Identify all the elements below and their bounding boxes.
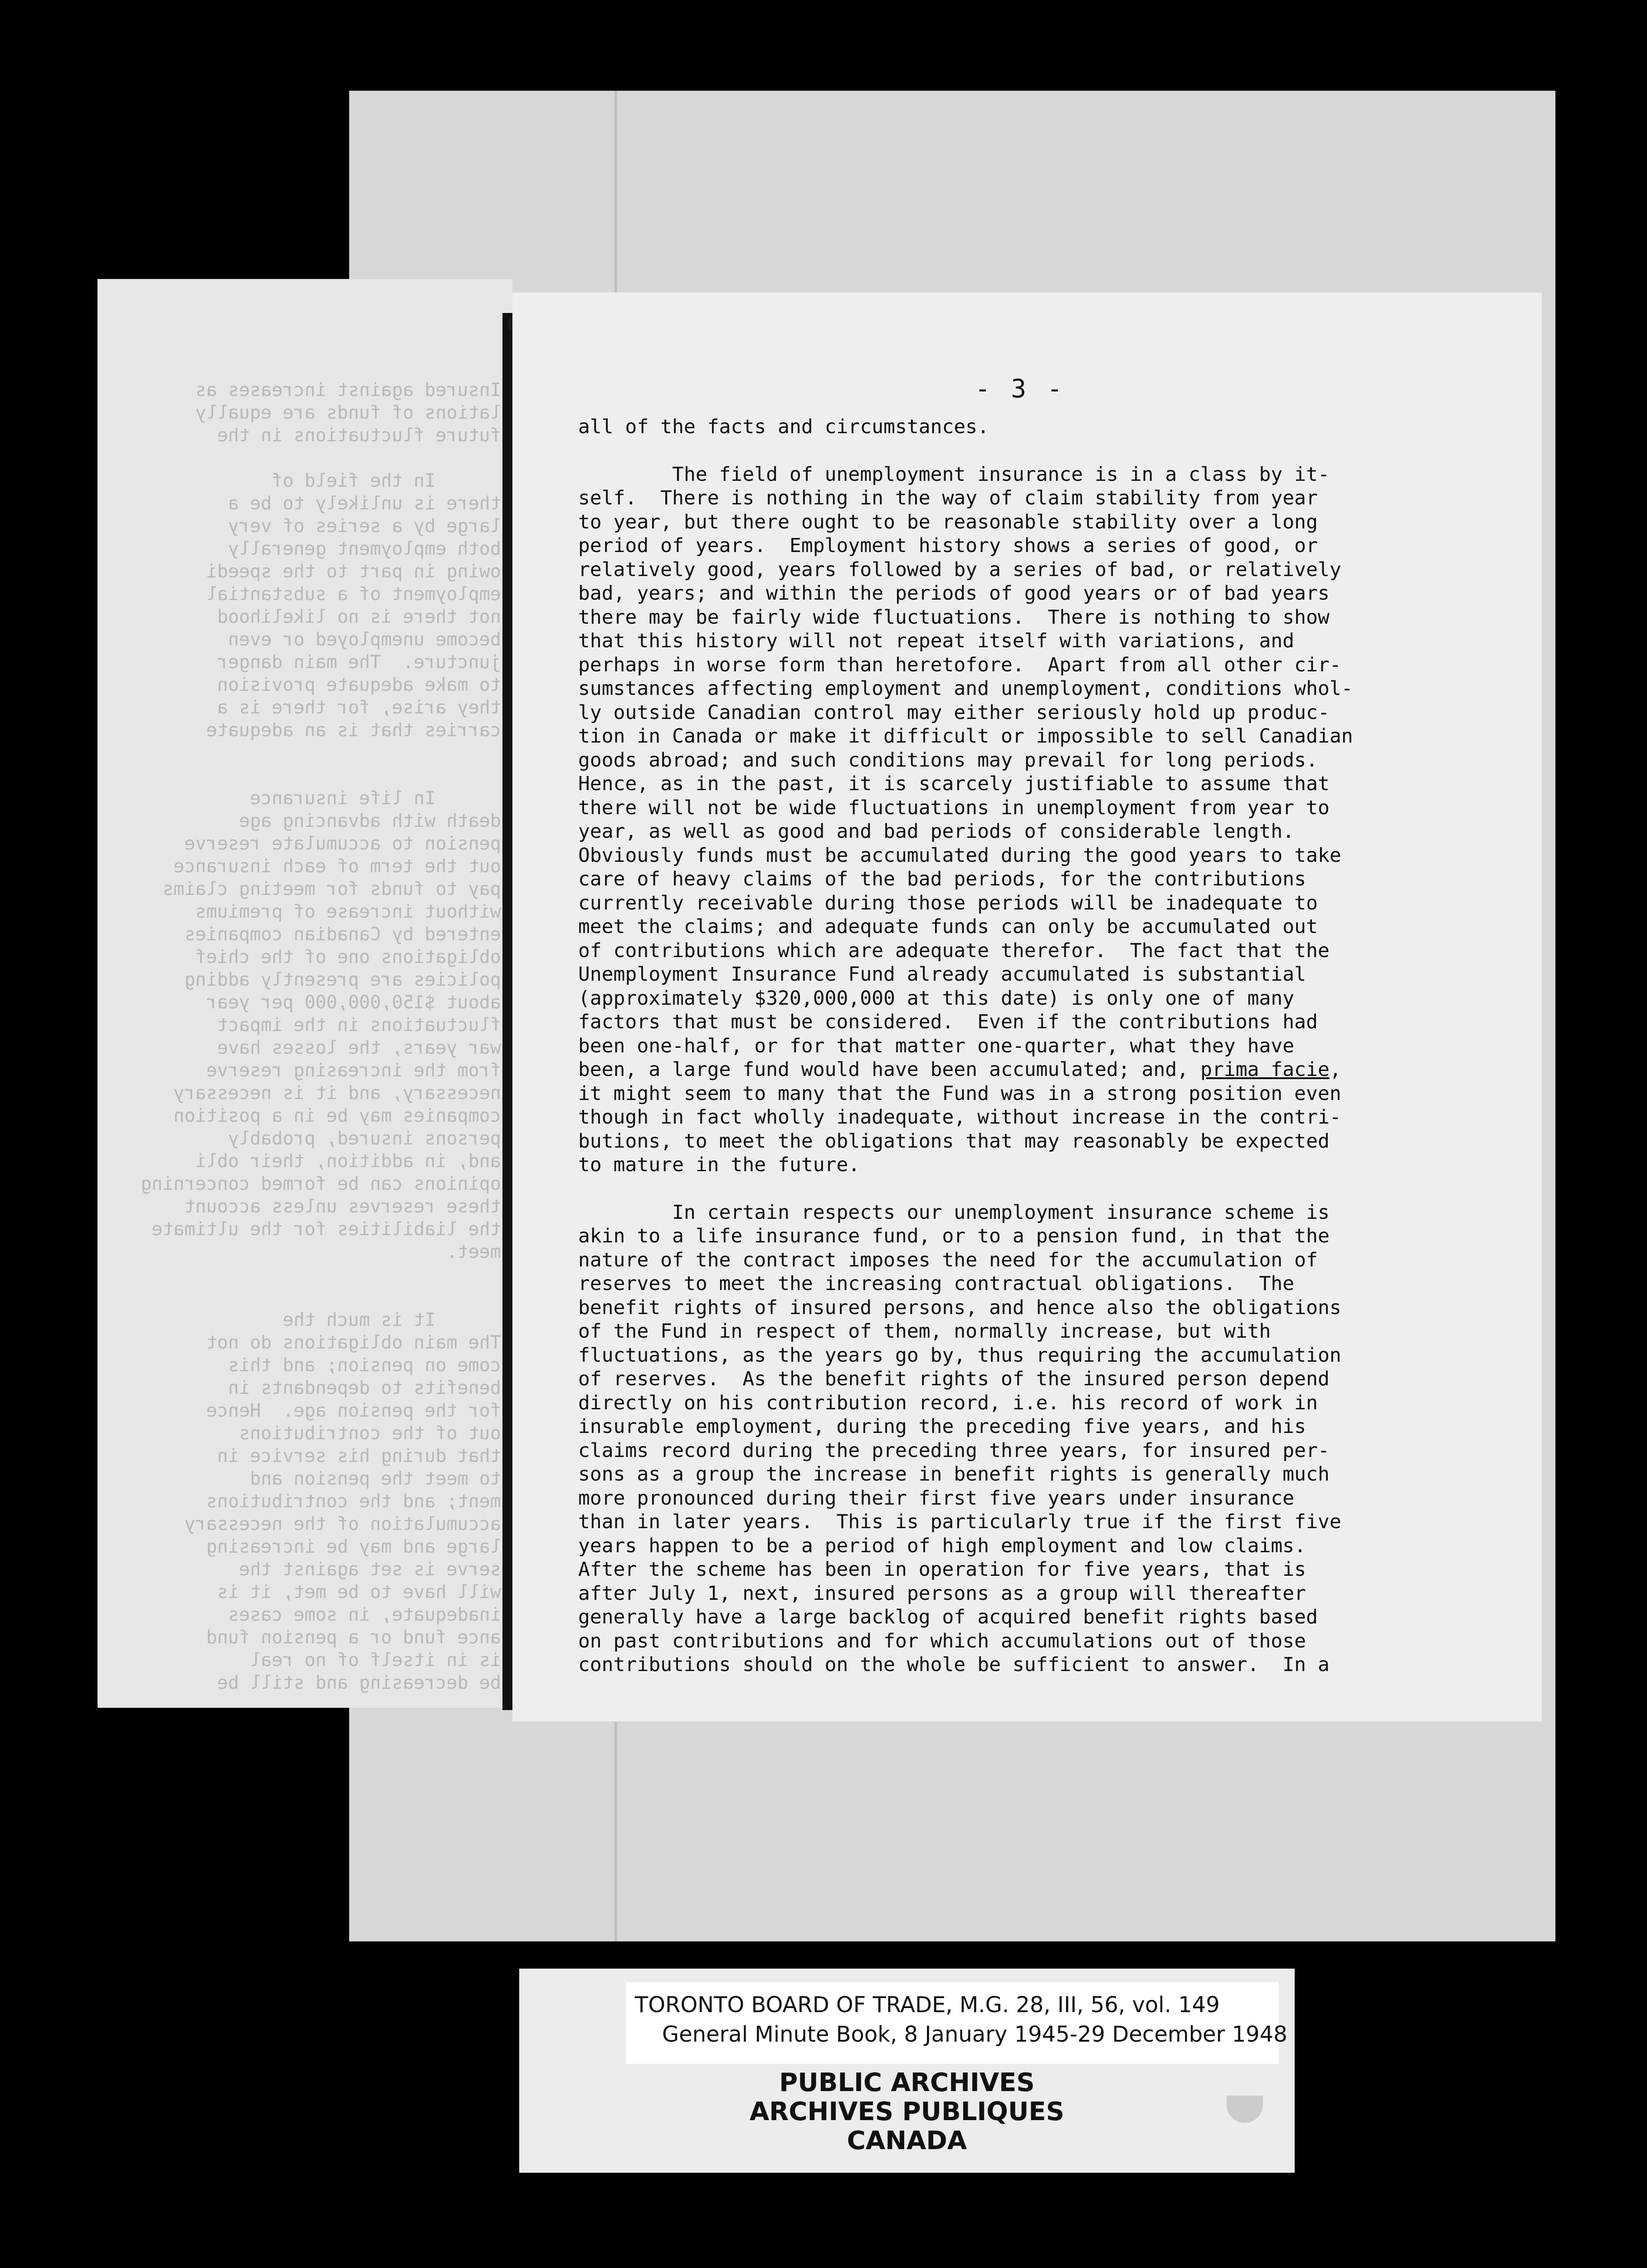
text-line: of the Fund in respect of them, normally increase, but with — [578, 1320, 1271, 1343]
archive-stamp-line: CANADA — [847, 2126, 967, 2156]
archive-stamp-line: PUBLIC ARCHIVES — [779, 2068, 1035, 2097]
text-line: akin to a life insurance fund, or to a pension fund, in that the — [578, 1225, 1330, 1247]
text-line: been one-half, or for that matter one-quarter, what they have — [578, 1034, 1295, 1057]
text-line: sumstances affecting employment and unemployment, conditions whol- — [578, 677, 1353, 700]
text-line: insurable employment, during the preceding five years, and his — [578, 1415, 1306, 1438]
text-line: tion in Canada or make it difficult or impossible to sell Canadian — [578, 725, 1353, 748]
text-line: ly outside Canadian control may either seriously hold up produc- — [578, 701, 1330, 724]
archive-stamp-line: ARCHIVES PUBLIQUES — [749, 2097, 1065, 2126]
text-line: Hence, as in the past, it is scarcely justifiable to assume that — [578, 772, 1330, 795]
text-line: after July 1, next, insured persons as a group will thereafter — [578, 1582, 1306, 1605]
document-page — [512, 293, 1542, 1721]
text-line: nature of the contract imposes the need for the accumulation of — [578, 1248, 1318, 1271]
text-line: year, as well as good and bad periods of considerable length. — [578, 820, 1295, 843]
archive-label — [519, 1969, 1295, 2173]
text-line: years happen to be a period of high employment and low claims. — [578, 1534, 1306, 1557]
text-line: factors that must be considered. Even if the contributions had — [578, 1011, 1318, 1033]
page-number: - 3 - — [975, 374, 1065, 404]
text-line: bad, years; and within the periods of good years or of bad years — [578, 582, 1330, 605]
text-line: contributions should on the whole be sufficient to answer. In a — [578, 1653, 1330, 1676]
text-line: sons as a group the increase in benefit rights is generally much — [578, 1463, 1330, 1486]
text-line: meet the claims; and adequate funds can only be accumulated out — [578, 915, 1318, 938]
text-line: there will not be wide fluctuations in unemployment from year to — [578, 796, 1330, 819]
text-line: of reserves. As the benefit rights of the insured person depend — [578, 1368, 1330, 1390]
text-line: on past contributions and for which accumulations out of those — [578, 1629, 1306, 1652]
archive-reference-line-1: TORONTO BOARD OF TRADE, M.G. 28, III, 56, vol. 149 — [635, 1992, 1220, 2018]
text-line: there may be fairly wide fluctuations. There is nothing to show — [578, 606, 1330, 629]
text-line: than in later years. This is particularly true if the first five — [578, 1510, 1341, 1533]
archive-reference — [626, 1982, 1287, 2064]
bleed-through-text: Insured against increases as lations of funds are equally future fluctuations in the In the field of there is unlikely to be a large by a series of very both employment generally owing in part to the speedi employment of a substantial not there is no likelihood become unemployed or even juncture. The main danger to make adequate provision they arise, for there is a carries that is an adequate In life insurance death with advancing age pension to accumulate reserve out the term of each insurance pay to funds for meeting claims without increase of premiums entered by Canadian companies obligations one of the chief policies are presently adding about $150,000,000 per year fluctuations in the impact war years, the losses have from the increasing reserve necessary, and it is necessary companies may be in a position persons insured, probably and, in addition, their obli opinions can be formed concerning these reserves unless account the liabilities for the ultimate meet. It is much the The main obligations do not come on pension; and this benefits to dependants in for the pension age. Hence out of the contributions that during his service in to meet the pension and ment; and the contributions accumulation of the necessary large and may be increasing serve is set against the will have to be met, it is inadequate, in some cases ance fund or a pension fund is in itself of no real be decreasing and still be — [141, 380, 501, 1693]
text-line: it might seem to many that the Fund was in a strong position even — [578, 1082, 1341, 1105]
text-line: fluctuations, as the years go by, thus requiring the accumulation — [578, 1344, 1341, 1367]
text-line: been, a large fund would have been accumulated; and, prima facie, — [578, 1058, 1341, 1081]
text-line: to mature in the future. — [578, 1154, 860, 1176]
text-line: period of years. Employment history shows a series of good, or — [578, 534, 1318, 557]
text-line: reserves to meet the increasing contractual obligations. The — [578, 1272, 1295, 1295]
text-line: self. There is nothing in the way of claim stability from year — [578, 487, 1318, 509]
text-line: directly on his contribution record, i.e. his record of work in — [578, 1391, 1318, 1414]
text-line: Unemployment Insurance Fund already accumulated is substantial — [578, 963, 1306, 986]
text-line: After the scheme has been in operation for five years, that is — [578, 1558, 1306, 1581]
text-line: more pronounced during their first five years under insurance — [578, 1486, 1295, 1510]
facing-page — [97, 279, 512, 1708]
archive-reference-line-2: General Minute Book, 8 January 1945-29 December 1948 — [662, 2022, 1287, 2047]
underlined-phrase: prima facie — [1200, 1058, 1330, 1081]
text-line: In certain respects our unemployment insurance scheme is — [578, 1201, 1330, 1224]
text-line: all of the facts and circumstances. — [578, 415, 989, 438]
text-line: relatively good, years followed by a series of bad, or relatively — [578, 558, 1341, 581]
text-line: that this history will not repeat itself with variations, and — [578, 630, 1295, 652]
text-line: benefit rights of insured persons, and hence also the obligations — [578, 1296, 1341, 1319]
paragraph-gap — [578, 439, 1508, 463]
binding-edge — [502, 313, 512, 1710]
text-line: of contributions which are adequate therefor. The fact that the — [578, 939, 1330, 962]
paragraph-gap — [578, 1177, 1508, 1201]
text-line: goods abroad; and such conditions may prevail for long periods. — [578, 748, 1318, 772]
text-line: care of heavy claims of the bad periods, for the contributions — [578, 868, 1306, 890]
text-line: perhaps in worse form than heretofore. Apart from all other cir- — [578, 653, 1341, 676]
text-line: currently receivable during those periods will be inadequate to — [578, 891, 1318, 914]
text-line: (approximately $320,000,000 at this date) is only one of many — [578, 987, 1295, 1010]
document-body — [578, 415, 1508, 1677]
archive-stamp — [519, 2068, 1295, 2156]
text-line: though in fact wholly inadequate, without increase in the contri- — [578, 1106, 1341, 1129]
text-line: The field of unemployment insurance is in a class by it- — [578, 463, 1330, 486]
text-line: butions, to meet the obligations that may reasonably be expected — [578, 1129, 1330, 1153]
text-line: to year, but there ought to be reasonable stability over a long — [578, 510, 1318, 533]
text-line: generally have a large backlog of acquired benefit rights based — [578, 1606, 1318, 1628]
text-line: claims record during the preceding three years, for insured per- — [578, 1439, 1330, 1462]
text-line: Obviously funds must be accumulated during the good years to take — [578, 844, 1341, 867]
